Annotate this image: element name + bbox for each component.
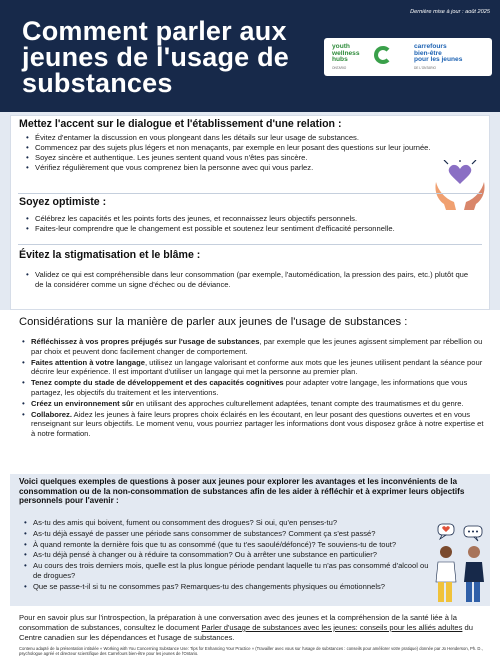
list-item: • Créez un environnement sûr en utilisant des approches culturellement adaptées, tenant compte des traumatismes et du genre. — [22, 399, 488, 409]
section-optimism-list — [26, 214, 486, 234]
list-item: • As-tu déjà essayé de passer une période sans consommer de substances? Comment ça s'est passé? — [24, 529, 434, 539]
resource-link[interactable]: Parler d'usage de substances avec les jeunes: conseils pour les alliés adultes — [201, 623, 463, 632]
logos — [324, 38, 492, 76]
list-item: • Que se passe-t-il si tu ne consommes pas? Remarques-tu des changements physiques ou émotionnels? — [24, 582, 434, 592]
section-optimism-title: Soyez optimiste : — [19, 196, 107, 208]
divider — [18, 193, 482, 194]
credit-note: Contenu adapté de la présentation intitulée « Working with You Concerning Substance Use: Tips for Enhancing Your Practice » (Travailler avec vous sur l'usage de substances : conseils pour améliorer votre pratique) donnée par Jo Henderson, Ph. D., psychologue agréé et directeur scientifique des Carrefours bien-être pour les jeunes de l'Ontario. — [19, 646, 483, 657]
page-header — [0, 0, 500, 112]
list-item: • As-tu déjà pensé à changer ou à réduire ta consommation? Ou à arrêter une substance en particulier? — [24, 550, 434, 560]
list-item: • Soyez sincère et authentique. Les jeunes sentent quand vous n'êtes pas sincère. — [26, 153, 438, 163]
youth-wellness-hubs-logo: youth wellness hubs ONTARIO — [332, 43, 360, 70]
list-item: • Validez ce qui est compréhensible dans leur consommation (par exemple, l'automédication, la pression des pairs, etc.) plutôt que de la considérer comme un signe d'échec ou de déviance. — [26, 270, 472, 290]
list-item: • À quand remonte la dernière fois que tu as consommé (que tu t'es saoulé/défoncé)? Te souviens-tu de tout? — [24, 540, 434, 550]
list-item: • Tenez compte du stade de développement et des capacités cognitives pour adapter votre langage, les informations que vous partagez, les objectifs du traitement et les interventions. — [22, 378, 488, 398]
carrefours-logo: carrefours bien-être pour les jeunes DE L'ONTARIO — [414, 43, 463, 70]
list-item: • Célébrez les capacités et les points forts des jeunes, et reconnaissez leurs objectifs personnels. — [26, 214, 486, 224]
section-stigma-title: Évitez la stigmatisation et le blâme : — [19, 249, 201, 261]
questions-title: Voici quelques exemples de questions à poser aux jeunes pour explorer les avantages et les inconvénients de la consommation ou de la non-consommation de substances afin de les aider à réfléchir et à exprimer leurs objectifs personnels pour l'avenir : — [19, 477, 465, 506]
footer-text: Pour en savoir plus sur l'introspection, la préparation à une conversation avec des jeunes et la compréhension de la santé liée à la consommation de substances, consultez le document Parler d'usage de substances avec les jeunes: conseils pour les alliés adultes du Centre canadien sur les dépendances et l'usage de substances. — [19, 613, 473, 642]
logo-mark-icon — [374, 46, 392, 64]
list-item: • Faites-leur comprendre que le changement est possible et soutenez leur sentiment d'efficacité personnelle. — [26, 224, 486, 234]
list-item: • Évitez d'entamer la discussion en vous plongeant dans les détails sur leur usage de substances. — [26, 133, 438, 143]
section-stigma-list — [26, 270, 472, 290]
divider — [18, 244, 482, 245]
list-item: • Vérifiez régulièrement que vous comprenez bien la personne avec qui vous parlez. — [26, 163, 438, 173]
section-dialogue-title: Mettez l'accent sur le dialogue et l'établissement d'une relation : — [19, 118, 342, 130]
list-item: • As-tu des amis qui boivent, fument ou consomment des drogues? Si oui, qu'en penses-tu? — [24, 518, 434, 528]
list-item: • Commencez par des sujets plus légers et non menaçants, par exemple en leur posant des questions sur leur journée. — [26, 143, 438, 153]
considerations-title: Considérations sur la manière de parler aux jeunes de l'usage de substances : — [19, 316, 408, 328]
list-item: • Au cours des trois derniers mois, quelle est la plus longue période pendant laquelle tu n'as pas consommé d'alcool ou de drogues? — [24, 561, 434, 581]
list-item: • Faites attention à votre langage, utilisez un langage valorisant et conforme aux mots que les jeunes utilisent pendant la séance pour décrire leur expérience. Il est important d'utiliser un langage qui met la personne au premier plan. — [22, 358, 488, 378]
questions-list — [24, 518, 434, 593]
list-item: • Réfléchissez à vos propres préjugés sur l'usage de substances, par exemple que les jeunes agissent simplement par rébellion ou par choix et peuvent donc facilement changer de comportement. — [22, 337, 488, 357]
section-dialogue-list — [26, 133, 438, 173]
last-updated: Dernière mise à jour : août 2025 — [410, 9, 490, 15]
people-talking-icon — [432, 522, 490, 604]
page-title: Comment parler aux jeunes de l'usage de substances — [22, 16, 290, 98]
hands-heart-icon — [432, 160, 488, 210]
considerations-list — [22, 337, 488, 440]
list-item: • Collaborez. Aidez les jeunes à faire leurs propres choix éclairés en les écoutant, en leur posant des questions ouvertes et en vous renseignant sur leurs objectifs. Le moment venu, vous pourriez partager les informations dont vous disposez grâce à notre expertise et à notre formation. — [22, 410, 488, 439]
